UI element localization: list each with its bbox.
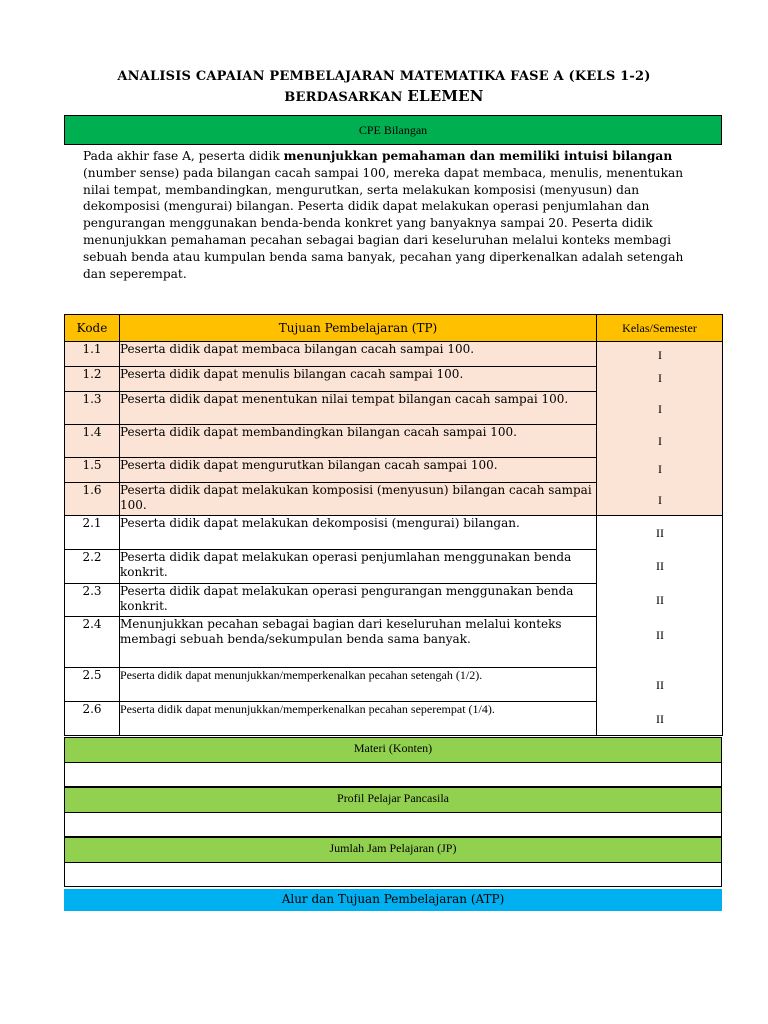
row-kode: 2.4 xyxy=(65,617,120,668)
cpe-paragraph xyxy=(83,148,703,282)
cpe-header: CPE Bilangan xyxy=(64,115,722,145)
row-kode: 1.4 xyxy=(65,425,120,458)
row-kelas: II xyxy=(656,593,664,607)
document-title-line2 xyxy=(0,87,768,105)
cpe-para-start: Pada akhir fase A, peserta didik xyxy=(83,149,284,163)
row-kelas: I xyxy=(658,434,662,448)
atp-header: Alur dan Tujuan Pembelajaran (ATP) xyxy=(64,889,722,911)
table-row xyxy=(65,342,723,367)
row-kode: 1.3 xyxy=(65,392,120,425)
row-kode: 1.5 xyxy=(65,458,120,483)
title-emphasis: ELEMEN xyxy=(407,87,484,105)
document-title-line1: ANALISIS CAPAIAN PEMBELAJARAN MATEMATIKA FASE A (KELS 1-2) xyxy=(117,69,651,84)
row-kelas: II xyxy=(656,712,664,726)
row-tujuan: Peserta didik dapat melakukan komposisi (menyusun) bilangan cacah sampai 100. xyxy=(120,483,597,516)
row-kelas: II xyxy=(656,559,664,573)
kelas-group-semester-2 xyxy=(597,516,723,736)
row-kelas: I xyxy=(658,371,662,385)
header-kelas-semester: Kelas/Semester xyxy=(597,315,723,342)
cpe-para-bold: menunjukkan pemahaman dan memiliki intuisi bilangan xyxy=(283,149,673,163)
row-kode: 2.3 xyxy=(65,584,120,617)
row-kelas: I xyxy=(658,348,662,362)
row-tujuan: Peserta didik dapat melakukan operasi penjumlahan menggunakan benda konkrit. xyxy=(120,550,597,584)
row-tujuan: Peserta didik dapat menunjukkan/memperkenalkan pecahan seperempat (1/4). xyxy=(120,702,597,736)
materi-content xyxy=(64,762,722,787)
row-kelas: II xyxy=(656,628,664,642)
title-prefix: BERDASARKAN xyxy=(284,90,408,105)
table-row xyxy=(65,516,723,550)
row-kelas: II xyxy=(656,526,664,540)
row-kelas: I xyxy=(658,493,662,507)
materi-header: Materi (Konten) xyxy=(64,737,722,763)
row-tujuan: Peserta didik dapat menulis bilangan cacah sampai 100. xyxy=(120,367,597,392)
tp-table-header-row xyxy=(65,315,723,342)
row-kode: 1.6 xyxy=(65,483,120,516)
row-tujuan: Peserta didik dapat mengurutkan bilangan cacah sampai 100. xyxy=(120,458,597,483)
row-kode: 2.5 xyxy=(65,668,120,702)
row-kode: 2.6 xyxy=(65,702,120,736)
tp-table xyxy=(64,314,723,736)
row-kelas: I xyxy=(658,462,662,476)
jp-header: Jumlah Jam Pelajaran (JP) xyxy=(64,837,722,863)
row-tujuan: Peserta didik dapat melakukan dekomposisi (mengurai) bilangan. xyxy=(120,516,597,550)
row-kelas: II xyxy=(656,678,664,692)
row-kode: 2.2 xyxy=(65,550,120,584)
cpe-para-rest: (number sense) pada bilangan cacah sampai 100, mereka dapat membaca, menulis, menentukan nilai tempat, membandingkan, mengurutkan, serta melakukan komposisi (menyusun) dan dekomposisi (mengurai) bilangan. Peserta didik dapat melakukan operasi penjumlahan dan pengurangan menggunakan benda-benda konkret yang banyaknya sampai 20. Peserta didik menunjukkan pemahaman pecahan sebagai bagian dari keseluruhan melalui konteks membagi sebuah benda atau kumpulan benda sama banyak, pecahan yang diperkenalkan adalah setengah dan seperempat. xyxy=(83,165,684,281)
row-kode: 1.1 xyxy=(65,342,120,367)
kelas-group-semester-1 xyxy=(597,342,723,516)
row-kelas: I xyxy=(658,402,662,416)
row-kode: 1.2 xyxy=(65,367,120,392)
row-tujuan: Peserta didik dapat menunjukkan/memperkenalkan pecahan setengah (1/2). xyxy=(120,668,597,702)
row-tujuan: Peserta didik dapat membaca bilangan cacah sampai 100. xyxy=(120,342,597,367)
row-tujuan: Peserta didik dapat menentukan nilai tempat bilangan cacah sampai 100. xyxy=(120,392,597,425)
profil-header: Profil Pelajar Pancasila xyxy=(64,787,722,813)
row-kode: 2.1 xyxy=(65,516,120,550)
row-tujuan: Menunjukkan pecahan sebagai bagian dari keseluruhan melalui konteks membagi sebuah benda/sekumpulan benda sama banyak. xyxy=(120,617,597,668)
jp-content xyxy=(64,862,722,887)
row-tujuan: Peserta didik dapat membandingkan bilangan cacah sampai 100. xyxy=(120,425,597,458)
header-tujuan-pembelajaran: Tujuan Pembelajaran (TP) xyxy=(120,315,597,342)
header-kode: Kode xyxy=(65,315,120,342)
profil-content xyxy=(64,812,722,837)
row-tujuan: Peserta didik dapat melakukan operasi pengurangan menggunakan benda konkrit. xyxy=(120,584,597,617)
